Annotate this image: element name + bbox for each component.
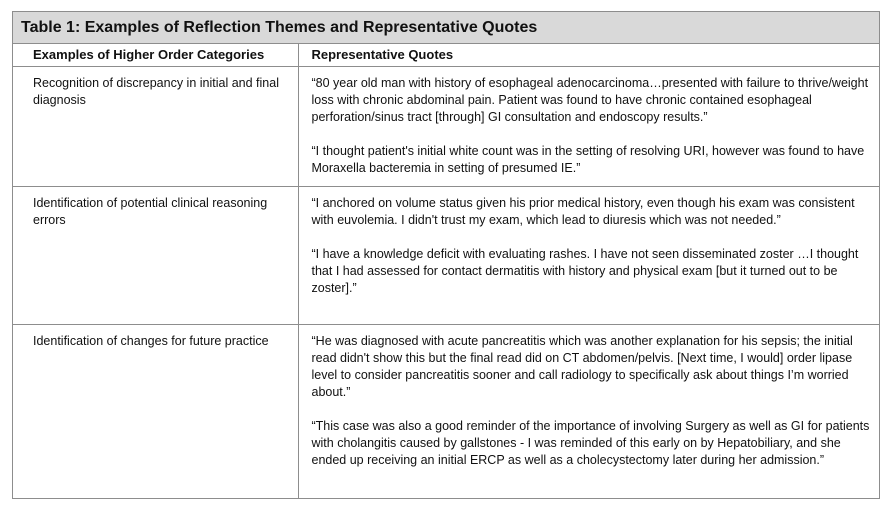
representative-quote: “I anchored on volume status given his prior medical history, even though his exam was consistent with euvolemia. I didn't trust my exam, which lead to diuresis which was not needed.”: [311, 195, 855, 227]
representative-quote: “I have a knowledge deficit with evaluating rashes. I have not seen disseminated zoster …I thought that I had assessed for contact dermatitis with history and physical exam [but it turned out to be zoster].”: [311, 246, 859, 295]
quotes-cell: [298, 66, 879, 186]
table-header-row: [13, 44, 879, 66]
table-row: [13, 186, 879, 324]
table-title: Table 1: Examples of Reflection Themes and Representative Quotes: [13, 12, 879, 44]
representative-quote: “This case was also a good reminder of the importance of involving Surgery as well as GI for patients with cholangitis caused by gallstones - I was reminded of this early on by Hepatobiliary, and she ended up receiving an initial ERCP as well as a cholecystectomy later during her admission.”: [311, 418, 870, 467]
reflection-themes-table: [12, 11, 880, 499]
table-row: [13, 324, 879, 498]
column-header-categories: Examples of Higher Order Categories: [13, 44, 298, 66]
table-row: [13, 66, 879, 186]
representative-quote: “80 year old man with history of esophageal adenocarcinoma…presented with failure to thrive/weight loss with chronic abdominal pain. Patient was found to have chronic contained esophageal perforation/sinus tract [through] GI consultation and endoscopy results.”: [311, 75, 869, 124]
representative-quote: “He was diagnosed with acute pancreatitis which was another explanation for his sepsis; the initial read didn't show this but the final read did on CT abdomen/pelvis. [Next time, I would] order lipase level to consider pancreatitis sooner and call radiology to specifically ask about things I’m worried about.”: [311, 333, 853, 399]
column-header-quotes: Representative Quotes: [298, 44, 879, 66]
representative-quote: “I thought patient's initial white count was in the setting of resolving URI, however was found to have Moraxella bacteremia in setting of presumed IE.”: [311, 143, 865, 175]
category-cell: Recognition of discrepancy in initial and final diagnosis: [13, 66, 298, 186]
category-cell: Identification of changes for future practice: [13, 324, 298, 498]
category-cell: Identification of potential clinical reasoning errors: [13, 186, 298, 324]
quotes-cell: [298, 186, 879, 324]
quotes-cell: [298, 324, 879, 498]
themes-table-grid: [13, 44, 879, 498]
